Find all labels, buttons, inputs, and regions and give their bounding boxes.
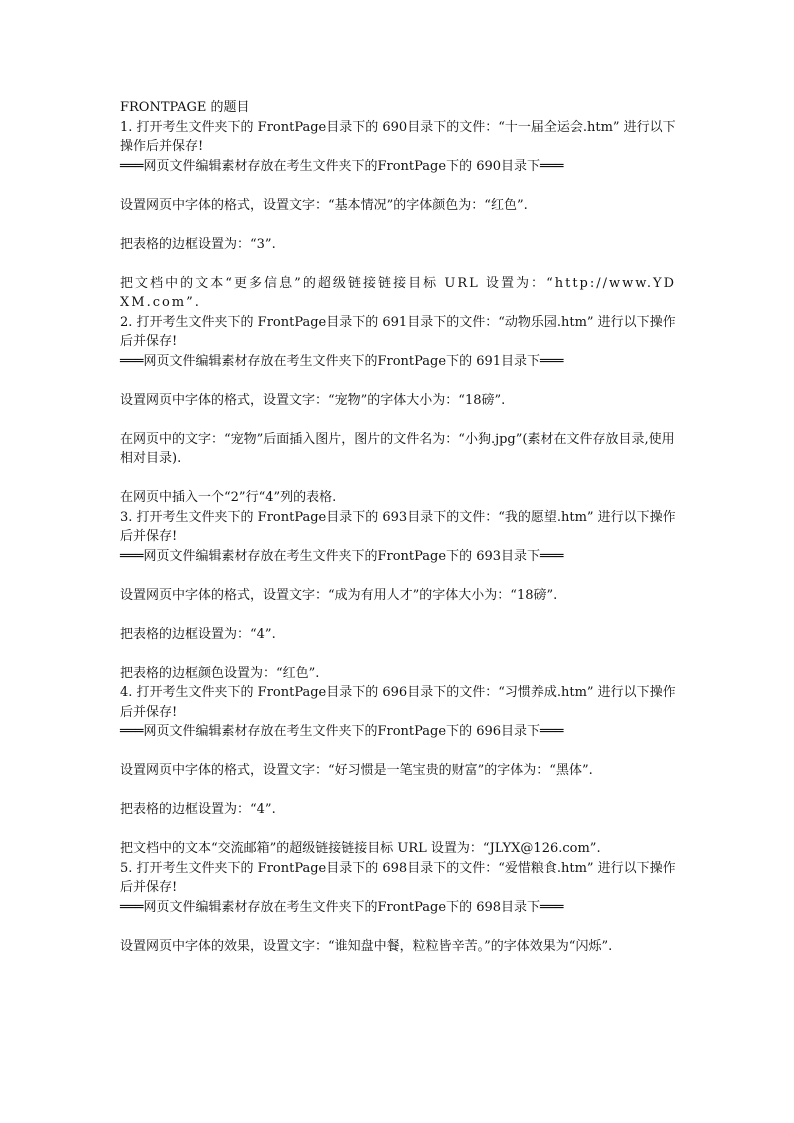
document-title: FRONTPAGE 的题目 xyxy=(120,100,250,115)
spacer xyxy=(120,254,676,274)
question-5-note: ═══网页文件编辑素材存放在考生文件夹下的FrontPage下的 698目录下═══ xyxy=(120,899,564,915)
question-2-note: ═══网页文件编辑素材存放在考生文件夹下的FrontPage下的 691目录下═══ xyxy=(120,353,564,369)
spacer xyxy=(120,469,676,489)
question-1-header: 1. 打开考生文件夹下的 FrontPage目录下的 690目录下的文件：“十一届全运会.htm” 进行以下操作后并保存! xyxy=(120,119,676,154)
spacer xyxy=(120,176,676,196)
spacer xyxy=(120,781,676,801)
spacer xyxy=(120,605,676,625)
question-3-note: ═══网页文件编辑素材存放在考生文件夹下的FrontPage下的 693目录下═══ xyxy=(120,548,564,564)
question-2-step-3: 在网页中插入一个“2”行“4”列的表格. xyxy=(120,490,337,505)
question-3-step-3: 把表格的边框颜色设置为：“红色”. xyxy=(120,665,320,681)
question-1-note: ═══网页文件编辑素材存放在考生文件夹下的FrontPage下的 690目录下═══ xyxy=(120,158,564,174)
spacer xyxy=(120,917,676,937)
question-1-step-3: 把文档中的文本“更多信息”的超级链接链接目标 URL 设置为：“http://www.YDXM.com”. xyxy=(120,275,676,310)
question-5-step-1: 设置网页中字体的效果，设置文字：“谁知盘中餐，粒粒皆辛苦。”的字体效果为“闪烁”. xyxy=(120,938,613,954)
question-2-header: 2. 打开考生文件夹下的 FrontPage目录下的 691目录下的文件：“动物乐园.htm” 进行以下操作后并保存! xyxy=(120,314,676,349)
spacer xyxy=(120,566,676,586)
spacer xyxy=(120,215,676,235)
question-4-step-3: 把文档中的文本“交流邮箱”的超级链接链接目标 URL 设置为：“JLYX@126.com”. xyxy=(120,841,601,856)
question-4-header: 4. 打开考生文件夹下的 FrontPage目录下的 696目录下的文件：“习惯养成.htm” 进行以下操作后并保存! xyxy=(120,685,676,720)
spacer xyxy=(120,644,676,664)
spacer xyxy=(120,820,676,840)
document-page xyxy=(120,98,676,956)
question-5-header: 5. 打开考生文件夹下的 FrontPage目录下的 698目录下的文件：“爱惜粮食.htm” 进行以下操作后并保存! xyxy=(120,860,676,895)
spacer xyxy=(120,410,676,430)
question-3-step-1: 设置网页中字体的格式，设置文字：“成为有用人才”的字体大小为：“18磅”. xyxy=(120,587,558,603)
question-4-note: ═══网页文件编辑素材存放在考生文件夹下的FrontPage下的 696目录下═══ xyxy=(120,724,564,739)
question-1-step-2: 把表格的边框设置为：“3”. xyxy=(120,236,276,252)
question-3-step-2: 把表格的边框设置为：“4”. xyxy=(120,626,276,642)
question-2-step-1: 设置网页中字体的格式，设置文字：“宠物”的字体大小为：“18磅”. xyxy=(120,392,506,408)
question-4-step-2: 把表格的边框设置为：“4”. xyxy=(120,802,276,817)
question-1-step-1: 设置网页中字体的格式，设置文字：“基本情况”的字体颜色为：“红色”. xyxy=(120,197,528,213)
question-3-header: 3. 打开考生文件夹下的 FrontPage目录下的 693目录下的文件：“我的愿望.htm” 进行以下操作后并保存! xyxy=(120,509,676,544)
question-2-step-2: 在网页中的文字：“宠物”后面插入图片，图片的文件名为：“小狗.jpg”(素材在文件存放目录,使用相对目录). xyxy=(120,431,675,466)
spacer xyxy=(120,742,676,762)
spacer xyxy=(120,371,676,391)
question-4-step-1: 设置网页中字体的格式，设置文字：“好习惯是一笔宝贵的财富”的字体为：“黑体”. xyxy=(120,763,593,778)
